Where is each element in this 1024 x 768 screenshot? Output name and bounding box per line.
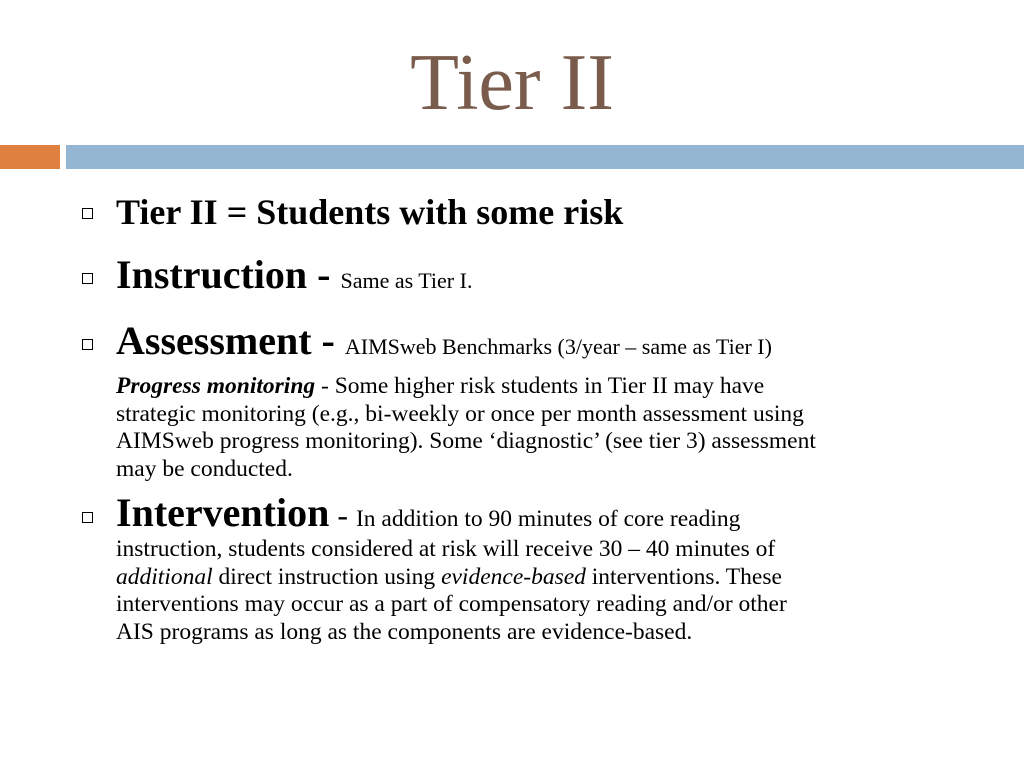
bullet-square-icon — [82, 339, 93, 350]
progress-monitoring-line-1: - Some higher risk students in Tier II may have — [315, 373, 765, 399]
intervention-text: In addition to 90 minutes of core reading — [355, 506, 741, 532]
intervention-additional: additional — [116, 563, 213, 590]
intervention-dash: - — [329, 497, 356, 533]
progress-monitoring-line-4: may be conducted. — [116, 455, 293, 482]
assessment-heading: Assessment - — [116, 318, 345, 363]
intervention-line-3-mid: direct instruction using — [212, 563, 442, 590]
bullet-instruction — [116, 250, 472, 309]
intervention-line-4: interventions may occur as a part of compensatory reading and/or other — [116, 591, 787, 617]
progress-monitoring-lead: Progress monitoring — [116, 373, 316, 399]
intervention-line-3-end: interventions. These — [585, 563, 782, 590]
bullet-square-icon — [82, 273, 93, 284]
progress-monitoring-paragraph — [116, 373, 986, 483]
instruction-text: Same as Tier I. — [340, 268, 473, 293]
assessment-text: AIMSweb Benchmarks (3/year – same as Tier I) — [344, 334, 772, 359]
intervention-heading: Intervention — [116, 490, 330, 535]
slide-title: Tier II — [410, 39, 614, 127]
progress-monitoring-line-2: strategic monitoring (e.g., bi-weekly or once per month assessment using — [116, 400, 804, 427]
bullet-assessment — [116, 316, 772, 375]
bullet-square-icon — [82, 208, 93, 219]
intervention-line-5: AIS programs as long as the components are evidence-based. — [116, 618, 693, 645]
progress-monitoring-line-3: AIMSweb progress monitoring). Some ‘diagnostic’ (see tier 3) assessment — [116, 428, 816, 454]
instruction-heading: Instruction - — [116, 252, 341, 297]
bullet-square-icon — [82, 512, 93, 523]
intervention-paragraph — [116, 536, 986, 646]
intervention-line-2: instruction, students considered at risk will receive 30 – 40 minutes of — [116, 536, 776, 562]
intervention-evidence-based: evidence-based — [441, 563, 586, 590]
bullet-tier-definition: Tier II = Students with some risk — [116, 192, 624, 232]
intervention-line-3 — [116, 564, 986, 592]
